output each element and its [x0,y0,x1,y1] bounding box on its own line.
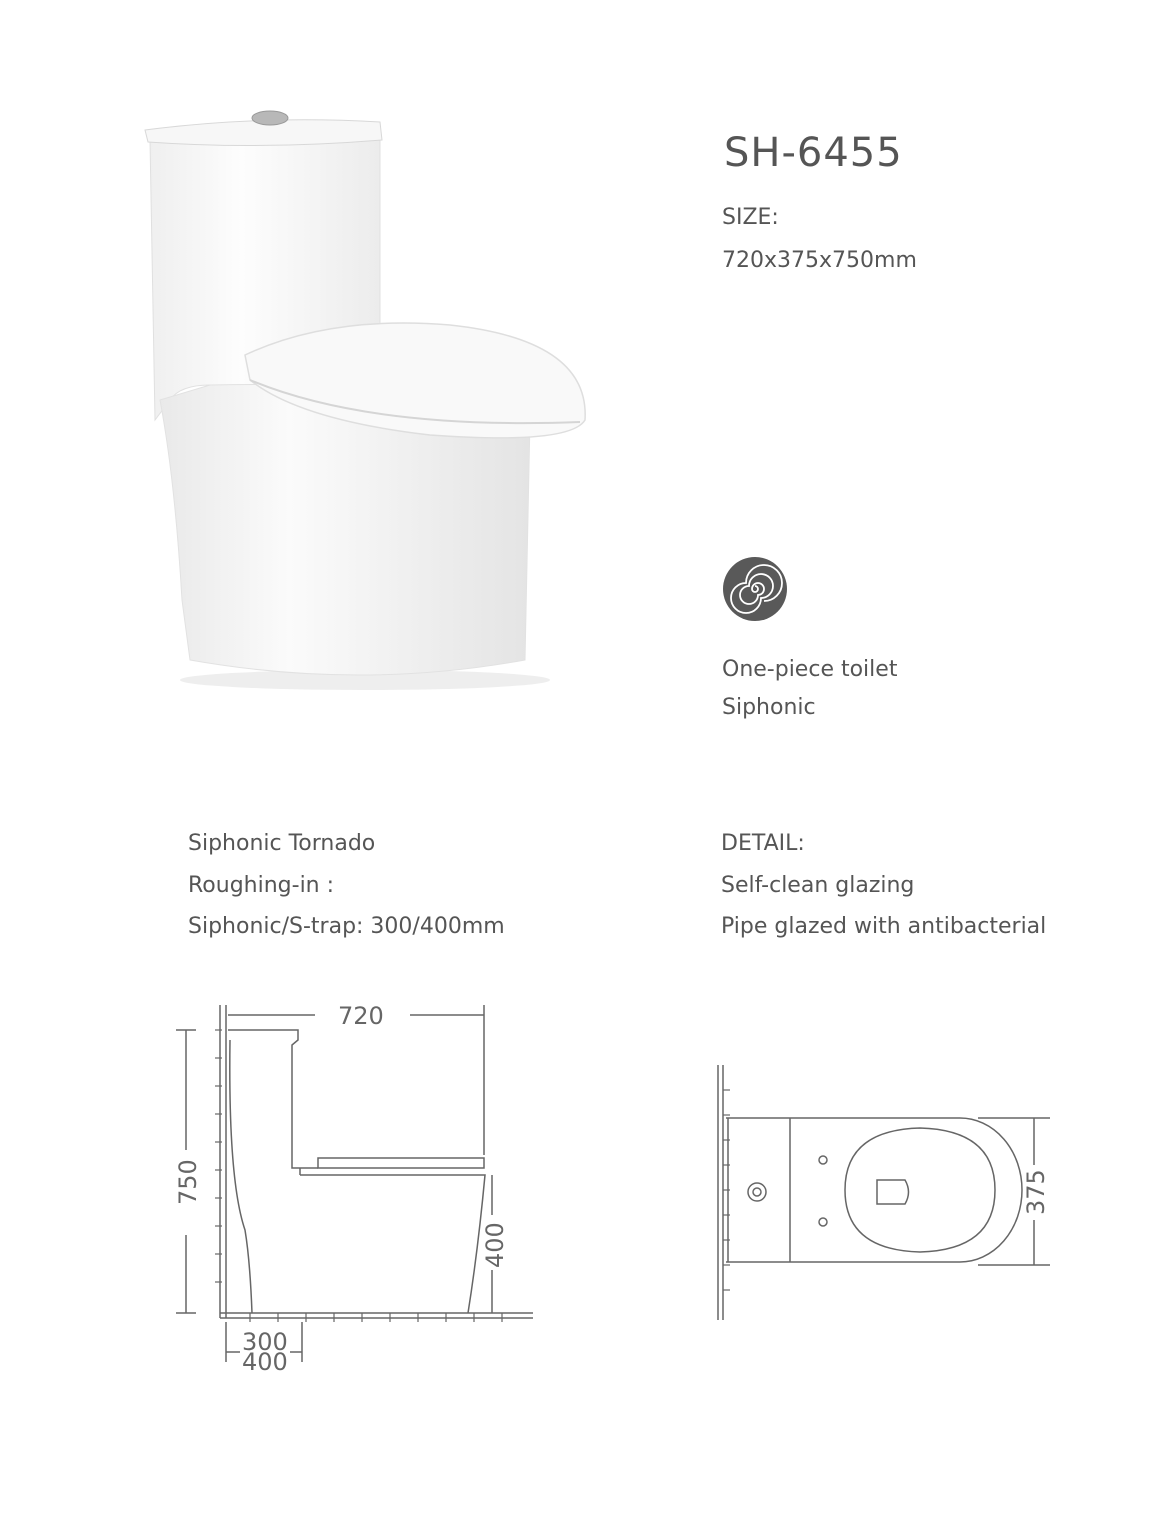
roughing-in-value: Siphonic/S-trap: 300/400mm [188,914,505,939]
dim-rough-in-300: 300 [242,1328,288,1356]
feature-one-piece: One-piece toilet [722,657,898,682]
detail-label: DETAIL: [721,831,805,856]
dim-seat-height: 400 [481,1222,509,1268]
model-title: SH-6455 [724,130,903,176]
roughing-in-label: Roughing-in : [188,873,335,898]
detail-pipe: Pipe glazed with antibacterial [721,914,1047,939]
dim-height: 750 [174,1159,202,1205]
size-value: 720x375x750mm [722,248,917,273]
dim-depth: 375 [1022,1169,1050,1215]
size-label: SIZE: [722,205,779,230]
dim-width: 720 [338,1002,384,1030]
detail-glazing: Self-clean glazing [721,873,915,898]
feature-siphonic: Siphonic [722,695,816,720]
flush-type: Siphonic Tornado [188,831,376,856]
dim-rough-in-400: 400 [242,1348,288,1376]
